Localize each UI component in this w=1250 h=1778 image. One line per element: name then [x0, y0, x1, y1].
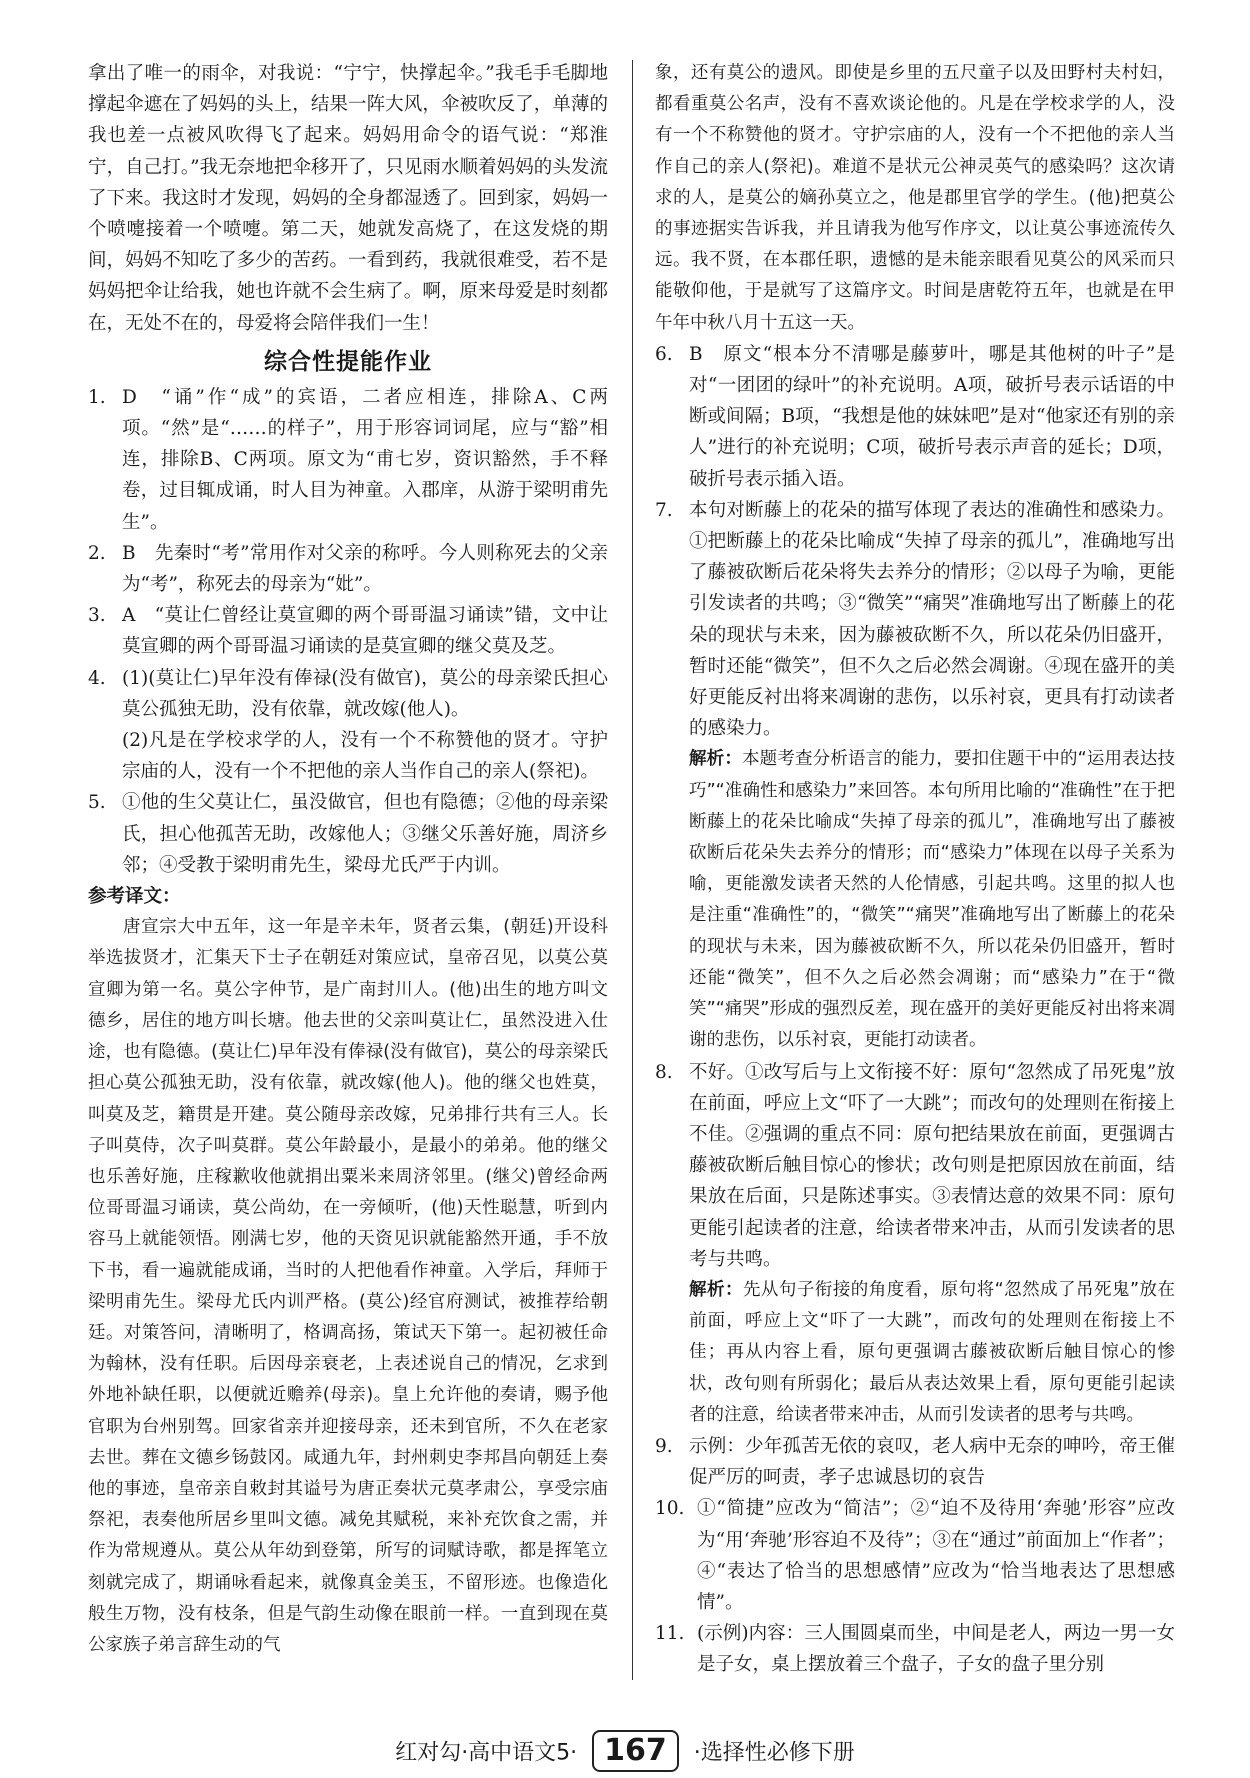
item-number: 4. — [88, 667, 106, 689]
item-text: A “莫让仁曾经让莫宣卿的两个哥哥温习诵读”错，文中让莫宣卿的两个哥哥温习诵读的是莫宣卿的继父莫及芝。 — [122, 605, 608, 658]
reference-translation-continued: 象，还有莫公的遗风。即使是乡里的五尺童子以及田野村夫村妇，都看重莫公名声，没有不喜欢谈论他的。凡是在学校求学的人，没有一个不称赞他的贤才。守护宗庙的人，没有一个不把他的亲人当作自己的亲人(祭祀)。难道不是状元公神灵英气的感染吗？这次请求的人，是莫公的嫡孙莫立之，他是郡里官学的学生。(他)把莫公的事迹据实告诉我，并且请我为他写作序文，以让莫公事迹流传久远。我不贤，在本郡任职，遗憾的是未能亲眼看见莫公的风采而只能敬仰他，于是就写了这篇序文。时间是唐乾符五年，也就是在甲午年中秋八月十五这一天。 — [655, 63, 1175, 333]
section-title: 综合性提能作业 — [264, 348, 432, 375]
page-footer — [0, 1730, 1250, 1772]
answer-item-2 — [88, 538, 608, 600]
answer-item-6 — [655, 339, 1175, 495]
item-text: 本句对断藤上的花朵的描写体现了表达的准确性和感染力。①把断藤上的花朵比喻成“失掉了母亲的孤儿”，准确地写出了藤被砍断后花朵将失去养分的情形；②以母子为喻，更能引发读者的共鸣；③“微笑”“痛哭”准确地写出了断藤上的花朵的现状与未来，因为藤被砍断不久，所以花朵仍旧盛开，暂时还能“微笑”，但不久之后必然会凋谢。④现在盛开的美好更能反衬出将来凋谢的悲伤，以乐衬哀，更具有打动读者的感染力。 — [689, 499, 1175, 740]
answer-item-4-1 — [88, 663, 608, 725]
item-text: (2)凡是在学校求学的人，没有一个不称赞他的贤才。守护宗庙的人，没有一个不把他的亲人当作自己的亲人(祭祀)。 — [122, 730, 608, 783]
item-text: D “诵”作“成”的宾语，二者应相连，排除A、C两项。“然”是“……的样子”，用于形容词词尾，应与“豁”相连，排除B、C两项。原文为“甫七岁，资识豁然，手不释卷，过目辄成诵，时人目为神童。入郡庠，从游于梁明甫先生”。 — [122, 386, 608, 533]
item-number: 1. — [88, 386, 106, 408]
analysis-7 — [655, 744, 1175, 1056]
item-number: 7. — [655, 499, 673, 521]
answer-item-9 — [655, 1431, 1175, 1493]
item-text: 不好。①改写后与上文衔接不好：原句“忽然成了吊死鬼”放在前面，呼应上文“吓了一大跳”；而改句的处理则在衔接上不佳。②强调的重点不同：原句把结果放在前面，更强调古藤被砍断后触目惊心的惨状；改句则是把原因放在前面，结果放在后面，只是陈述事实。③表情达意的效果不同：原句更能引起读者的注意，给读者带来冲击，从而引发读者的思考与共鸣。 — [689, 1061, 1175, 1270]
book-title: 红对勾·高中语文5· — [395, 1740, 578, 1766]
answer-item-1 — [88, 382, 608, 538]
book-volume: ·选择性必修下册 — [693, 1740, 855, 1766]
item-text: B 先秦时“考”常用作对父亲的称呼。今人则称死去的父亲为“考”，称死去的母亲为“妣”。 — [122, 542, 608, 596]
analysis-text: 本题考查分析语言的能力，要扣住题干中的“运用表达技巧”“准确性和感染力”来回答。本句所用比喻的“准确性”在于把断藤上的花朵比喻成“失掉了母亲的孤儿”，准确地写出了藤被砍断后花朵失去养分的情形；而“感染力”体现在以母子关系为喻，更能激发读者天然的人伦情感，引起共鸣。这里的拟人也是注重“准确性”的，“微笑”“痛哭”准确地写出了断藤上的花朵的现状与未来，因为藤被砍断不久，所以花朵仍旧盛开，暂时还能“微笑”，但不久之后必然会凋谢；而“感染力”在于“微笑”“痛哭”形成的强烈反差，现在盛开的美好更能反衬出将来凋谢的悲伤，以乐衬哀，更能打动读者。 — [689, 749, 1175, 1051]
item-number: 5. — [88, 792, 106, 814]
analysis-label: 解析： — [689, 1279, 743, 1300]
analysis-8 — [655, 1275, 1175, 1431]
answer-item-5 — [88, 787, 608, 881]
item-text: (1)(莫让仁)早年没有俸禄(没有做官)，莫公的母亲梁氏担心莫公孤独无助，没有依靠，就改嫁(他人)。 — [122, 667, 608, 720]
answer-item-7 — [655, 495, 1175, 745]
item-text: ①他的生父莫让仁，虽没做官，但也有隐德；②他的母亲梁氏，担心他孤苦无助，改嫁他人；③继父乐善好施，周济乡邻；④受教于梁明甫先生，梁母尤氏严于内训。 — [122, 792, 608, 876]
item-text: B 原文“根本分不清哪是藤萝叶，哪是其他树的叶子”是对“一团团的绿叶”的补充说明。A项，破折号表示话语的中断或间隔；B项，“我想是他的妹妹吧”是对“他家还有别的亲人”进行的补充说明；C项，破折号表示声音的延长；D项，破折号表示插入语。 — [689, 343, 1175, 490]
item-number: 10. — [655, 1498, 685, 1520]
item-number: 3. — [88, 605, 106, 627]
essay-ending: 拿出了唯一的雨伞，对我说：“宁宁，快撑起伞。”我毛手毛脚地撑起伞遮在了妈妈的头上，结果一阵大风，伞被吹反了，单薄的我也差一点被风吹得飞了起来。妈妈用命令的语气说：“郑淮宁，自己打。”我无奈地把伞移开了，只见雨水顺着妈妈的头发流了下来。我这时才发现，妈妈的全身都湿透了。回到家，妈妈一个喷嚏接着一个喷嚏。第二天，她就发高烧了，在这发烧的期间，妈妈不知吃了多少的苦药。一看到药，我就很难受，若不是妈妈把伞让给我，她也许就不会生病了。啊，原来母爱是时刻都在，无处不在的，母爱将会陪伴我们一生！ — [88, 63, 608, 334]
item-text: (示例)内容：三人围圆桌而坐，中间是老人，两边一男一女是子女，桌上摆放着三个盘子，子女的盘子里分别 — [697, 1623, 1175, 1676]
item-number: 11. — [655, 1623, 685, 1645]
item-text: ①“简捷”应改为“简洁”；②“迫不及待用‘奔驰’形容”应改为“用‘奔驰’形容迫不及待”；③在“通过”前面加上“作者”；④“表达了恰当的思想感情”应改为“恰当地表达了思想感情”。 — [697, 1498, 1175, 1613]
item-number: 8. — [655, 1061, 673, 1083]
item-number: 9. — [655, 1435, 673, 1457]
answer-item-4-2 — [88, 725, 608, 787]
answer-item-11 — [655, 1618, 1175, 1680]
page-number: 167 — [592, 1730, 679, 1772]
answer-item-10 — [655, 1493, 1175, 1618]
answer-item-3 — [88, 600, 608, 662]
item-number: 2. — [88, 542, 106, 564]
analysis-text: 先从句子衔接的角度看，原句将“忽然成了吊死鬼”放在前面，呼应上文“吓了一大跳”，而改句的处理则在衔接上不佳；再从内容上看，原句更强调古藤被砍断后触目惊心的惨状，改句则有所弱化；最后从表达效果上看，原句更能引起读者的注意，给读者带来冲击，从而引发读者的思考与共鸣。 — [689, 1279, 1175, 1425]
left-column — [88, 58, 608, 1661]
item-number: 6. — [655, 343, 673, 365]
reference-translation: 唐宣宗大中五年，这一年是辛未年，贤者云集，(朝廷)开设科举选拔贤才，汇集天下士子在朝廷对策应试，皇帝召见，以莫公莫宣卿为第一名。莫公字仲节，是广南封川人。(他)出生的地方叫文德乡，居住的地方叫长塘。他去世的父亲叫莫让仁，虽然没进入仕途，也有隐德。(莫让仁)早年没有俸禄(没有做官)，莫公的母亲梁氏担心莫公孤独无助，没有依靠，就改嫁(他人)。他的继父也姓莫，叫莫及芝，籍贯是开建。莫公随母亲改嫁，兄弟排行共有三人。长子叫莫侍，次子叫莫群。莫公年龄最小，是最小的弟弟。他的继父也乐善好施，庄稼歉收他就捐出粟米来周济邻里。(继父)曾经命两位哥哥温习诵读，莫公尚幼，在一旁倾听，(他)天性聪慧，听到内容马上就能领悟。刚满七岁，他的天资见识就能豁然开通，手不放下书，看一遍就能成诵，当时的人把他看作神童。入学后，拜师于梁明甫先生。梁母尤氏内训严格。(莫公)经官府测试，被推荐给朝廷。对策答问，清晰明了，格调高扬，策试天下第一。起初被任命为翰林，没有任职。后因母亲衰老，上表述说自己的情况，乞求到外地补缺任职，以便就近赡养(母亲)。皇上允许他的奏请，赐予他官职为台州别驾。回家省亲并迎接母亲，还未到官所，不久在老家去世。葬在文德乡钖鼓冈。咸通九年，封州刺史李邦昌向朝廷上奏他的事迹，皇帝亲自敕封其谥号为唐正奏状元莫孝肃公，享受宗庙祭祀，表奏他所居乡里叫文德。减免其赋税，来补充饮食之需，并作为常规遵从。莫公从年幼到登第，所写的词赋诗歌，都是挥笔立刻就完成了，期诵咏看起来，就像真金美玉，不留形迹。也像造化般生万物，没有枝条，但是气韵生动像在眼前一样。一直到现在莫公家族子弟言辞生动的气 — [88, 917, 608, 1655]
analysis-label: 解析： — [689, 749, 742, 770]
column-divider — [632, 60, 633, 1680]
answer-item-8 — [655, 1057, 1175, 1275]
reference-translation-title: 参考译文： — [88, 886, 181, 908]
item-text: 示例：少年孤苦无依的哀叹，老人病中无奈的呻吟，帝王催促严厉的呵责，孝子忠诚恳切的哀告 — [689, 1435, 1175, 1489]
right-column — [655, 58, 1175, 1681]
